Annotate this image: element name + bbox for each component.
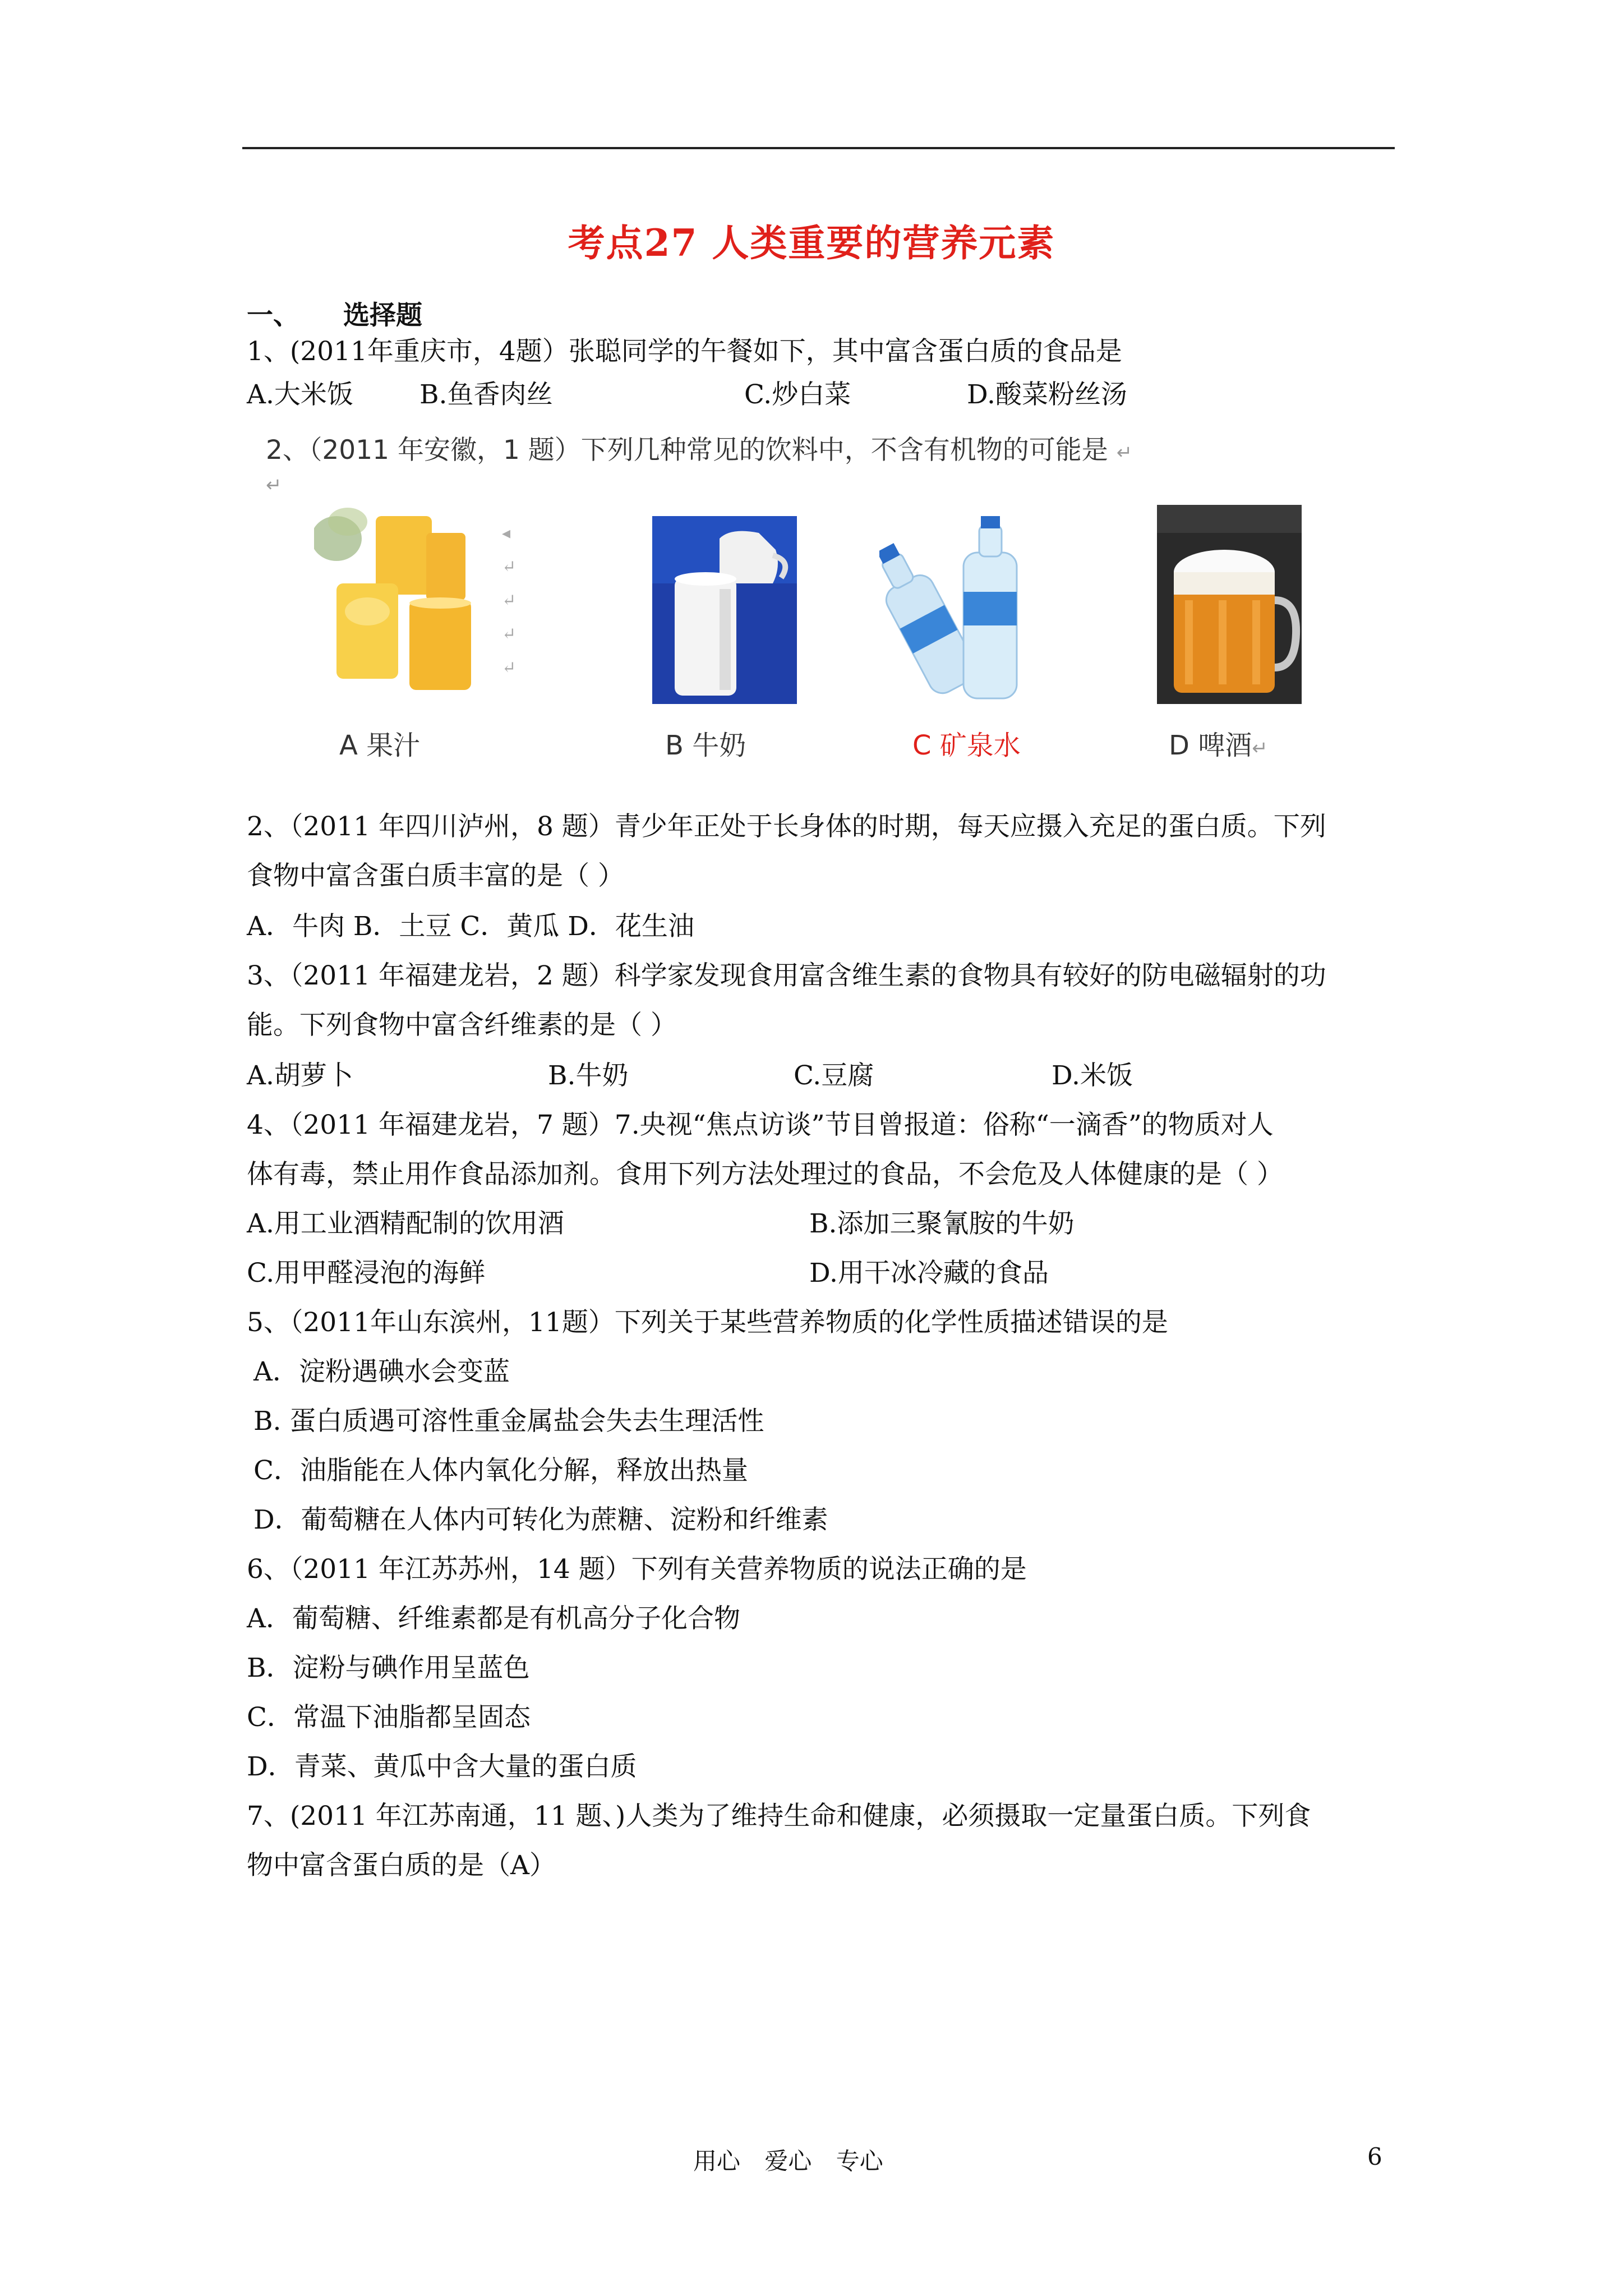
q1-option-d: D.酸菜粉丝汤	[967, 379, 1127, 410]
q4-option-a: A.用工业酒精配制的饮用酒	[247, 1208, 564, 1239]
milk-glass-image	[652, 516, 797, 704]
q1-option-b: B.鱼香肉丝	[419, 379, 553, 410]
page-footer: 用心 爱心 专心	[693, 2147, 883, 2175]
q4-option-b: B.添加三聚氰胺的牛奶	[809, 1208, 1075, 1239]
q6-option-b: B．淀粉与碘作用呈蓝色	[247, 1653, 530, 1683]
q5-stem: 5、（2011年山东滨州，11题）下列关于某些营养物质的化学性质描述错误的是	[247, 1307, 1168, 1338]
svg-text:↵: ↵	[502, 658, 516, 678]
header-rule	[242, 147, 1395, 149]
q1-stem: 1、(2011年重庆市，4题）张聪同学的午餐如下，其中富含蛋白质的食品是	[247, 336, 1122, 367]
q7-line2: 物中富含蛋白质的是（A）	[247, 1850, 556, 1881]
section-label: 选择题	[343, 300, 422, 331]
q5-option-b: B. 蛋白质遇可溶性重金属盐会失去生理活性	[253, 1406, 764, 1437]
svg-text:◂: ◂	[502, 523, 511, 543]
q2-line2: 食物中富含蛋白质丰富的是（ ）	[247, 861, 624, 891]
beer-mug-image	[1157, 505, 1302, 704]
q5-option-d: D．葡萄糖在人体内可转化为蔗糖、淀粉和纤维素	[253, 1504, 828, 1535]
q3-option-a: A.胡萝卜	[247, 1060, 353, 1091]
juice-glasses-image	[314, 505, 516, 701]
return-mark-icon: ↵	[1252, 737, 1268, 760]
q2a-stem-text: 2、（2011 年安徽，1 题）下列几种常见的饮料中，不含有机物的可能是	[266, 435, 1108, 466]
q3-line2: 能。下列食物中富含纤维素的是（ ）	[247, 1010, 677, 1041]
page-title: 考点27 人类重要的营养元素	[568, 221, 1055, 265]
q4-option-c: C.用甲醛浸泡的海鲜	[247, 1258, 486, 1289]
q5-option-c: C．油脂能在人体内氧化分解，释放出热量	[253, 1455, 748, 1486]
q6-option-a: A．葡萄糖、纤维素都是有机高分子化合物	[247, 1603, 740, 1634]
return-mark-icon: ↵	[1116, 441, 1133, 464]
svg-text:↵: ↵	[502, 591, 516, 610]
q2a-caption-a: A 果汁	[339, 730, 421, 761]
q6-option-d: D．青菜、黄瓜中含大量的蛋白质	[247, 1751, 637, 1782]
svg-text:↵: ↵	[502, 624, 516, 644]
svg-text:↵: ↵	[502, 557, 516, 577]
q2a-caption-d	[1169, 724, 1268, 762]
q4-option-d: D.用干冰冷藏的食品	[809, 1258, 1049, 1289]
q3-option-d: D.米饭	[1052, 1060, 1133, 1091]
q2-line1: 2、（2011 年四川泸州，8 题）青少年正处于长身体的时期，每天应摄入充足的蛋白质。下列	[247, 811, 1326, 842]
water-bottles-image	[879, 513, 1036, 704]
q3-option-b: B.牛奶	[548, 1060, 629, 1091]
q3-line1: 3、（2011 年福建龙岩，2 题）科学家发现食用富含维生素的食物具有较好的防电磁辐射的功	[247, 960, 1326, 991]
q4-line1: 4、（2011 年福建龙岩，7 题）7.央视“焦点访谈”节目曾报道：俗称“一滴香”的物质对人	[247, 1110, 1274, 1140]
q6-option-c: C．常温下油脂都呈固态	[247, 1702, 531, 1733]
return-mark-icon: ↵	[266, 474, 282, 496]
q5-option-a: A．淀粉遇碘水会变蓝	[253, 1356, 510, 1387]
q3-option-c: C.豆腐	[794, 1060, 874, 1091]
q2a-stem	[266, 429, 1132, 467]
page-number: 6	[1367, 2143, 1382, 2170]
q2a-caption-c: C 矿泉水	[912, 730, 1021, 761]
q1-option-a: A.大米饭	[247, 379, 353, 410]
q7-line1: 7、(2011 年江苏南通，11 题、)人类为了维持生命和健康，必须摄取一定量蛋白质。下列食	[247, 1801, 1311, 1832]
section-number: 一、	[247, 300, 299, 331]
q2a-caption-d-text: D 啤酒	[1169, 730, 1252, 761]
q4-line2: 体有毒，禁止用作食品添加剂。食用下列方法处理过的食品，不会危及人体健康的是（ ）	[247, 1159, 1283, 1190]
q1-option-c: C.炒白菜	[744, 379, 851, 410]
q2a-caption-b: B 牛奶	[665, 730, 746, 761]
q6-stem: 6、（2011 年江苏苏州，14 题）下列有关营养物质的说法正确的是	[247, 1554, 1027, 1585]
q2-options: A．牛肉 B．土豆 C．黄瓜 D．花生油	[247, 911, 694, 942]
